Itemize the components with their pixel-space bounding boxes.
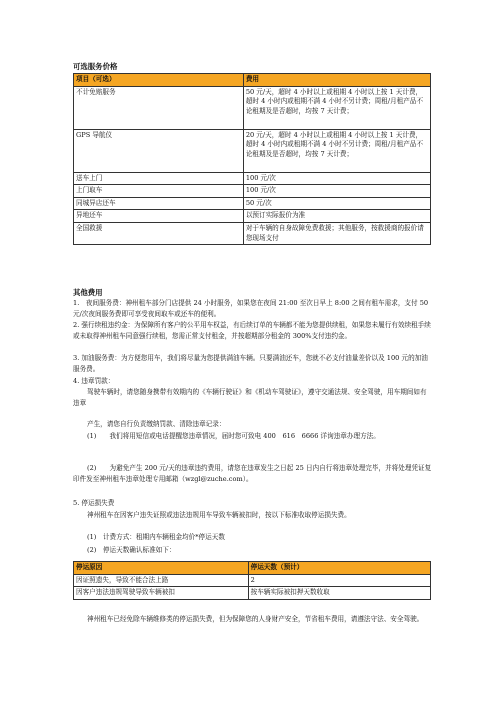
table-row — [74, 222, 431, 244]
row-days: 按车辆实际被扣押天数收取 — [248, 587, 430, 600]
stop-loss-table — [73, 561, 431, 600]
table-row — [74, 197, 431, 210]
row-fee: 对于车辆的自身故障免费救援；其他服务，按救援商的报价请您现场支付 — [243, 222, 430, 244]
paragraph-violation-deadline: (2) 为避免产生 200 元/天的违章违约费用，请您在违章发生之日起 25 日内自行将违章处理完毕，并将处理凭证复印件发至神州租车违章处理专用邮箱（wzgl@zuche.com）。 — [73, 464, 432, 483]
paragraph-fuel-service: 3. 加油服务费：为方便您用车，我们将尽量为您提供满油车辆。只要满油还车，您就不必支付油量差价以及 100 元的加油服务费。 — [73, 354, 428, 373]
table-header-row — [74, 562, 431, 575]
table-row — [74, 86, 431, 129]
row-item: 全国救援 — [74, 222, 244, 244]
header-fee: 费用 — [243, 74, 430, 87]
paragraph-night-service: 1. 夜间服务费：神州租车部分门店提供 24 小时服务，如果您在夜间 21:00 至次日早上 8:00 之间有租车需求，支付 50 元/次夜间服务费即可享受夜间取车或还车的便利。 — [73, 299, 429, 318]
paragraph-forced-renewal: 2. 强行续租违约金：为保障所有客户的公平用车权益，有后续订单的车辆都不能为您提供续租，如果您未履行有效续租手续或未取得神州租车同意强行续租，您需正常支付租金，并按超期部分租金的 300%支付违约金。 — [73, 321, 431, 340]
table-header-row — [74, 74, 431, 87]
header-days: 停运天数（预计） — [248, 562, 430, 575]
row-item: 上门取车 — [74, 185, 244, 198]
row-fee: 50 元/天，超时 4 小时以上或租期 4 小时以上按 1 天计费，超时 4 小时内或租期不满 4 小时不另计费；周租/月租产品不论租期及是否超时，均按 7 天计费； — [243, 86, 430, 129]
paragraph-violation-sms: (1) 我们将用短信或电话提醒您违章情况，届时您可致电 400 616 6666 详询违章办理方法。 — [87, 432, 380, 440]
row-fee: 以预订实际报价为准 — [243, 210, 430, 223]
header-reason: 停运原因 — [74, 562, 249, 575]
row-item: GPS 导航仪 — [74, 129, 244, 172]
table-row — [74, 172, 431, 185]
row-fee: 20 元/天，超时 4 小时以上或租期 4 小时以上按 1 天计费，超时 4 小时内或租期不满 4 小时不另计费；周租/月租产品不论租期及是否超时，均按 7 天计费； — [243, 129, 430, 172]
paragraph-stop-loss-heading: 5. 停运损失费 — [73, 499, 115, 507]
paragraph-stop-days-standard: (2) 停运天数确认标准如下： — [87, 546, 176, 554]
table-row — [74, 129, 431, 172]
row-item: 异地还车 — [74, 210, 244, 223]
row-reason: 因证照遗失，导致不能合法上路 — [74, 574, 249, 587]
optional-services-table — [73, 73, 431, 245]
row-item: 同城异店还车 — [74, 197, 244, 210]
table-row — [74, 587, 431, 600]
table-row — [74, 210, 431, 223]
row-fee: 100 元/次 — [243, 185, 430, 198]
paragraph-violation-record: 产生，请您自行负责缴纳罚款、清除违章记录： — [87, 420, 226, 428]
table-row — [74, 185, 431, 198]
paragraph-stop-loss-intro: 神州租车在因客户违失证照或违法违规用车导致车辆被扣时，按以下标准收取停运损失费。 — [87, 511, 351, 519]
row-item: 送车上门 — [74, 172, 244, 185]
closing-paragraph: 神州租车已经免除车辆维修类的停运损失费，但为保障您的人身财产安全，节省租车费用，请遵法守法、安全驾驶。 — [87, 615, 424, 623]
table-row — [74, 574, 431, 587]
header-item: 项目（可选） — [74, 74, 244, 87]
optional-services-title: 可选服务价格 — [73, 62, 118, 71]
row-fee: 100 元/次 — [243, 172, 430, 185]
row-fee: 50 元/次 — [243, 197, 430, 210]
paragraph-billing-method: (1) 计费方式：租期内车辆租金均价*停运天数 — [87, 533, 225, 541]
paragraph-violation-notice: 驾驶车辆时，请您随身携带有效期内的《车辆行驶证》和《机动车驾驶证》，遵守交通法规、安全驾驶，用车期间如有违章 — [73, 388, 427, 407]
row-reason: 因客户违法违规驾驶导致车辆被扣 — [74, 587, 249, 600]
paragraph-violation-heading: 4. 违章罚款： — [73, 377, 115, 385]
other-fees-title: 其他费用 — [73, 288, 103, 297]
row-days: 2 — [248, 574, 430, 587]
row-item: 不计免赔服务 — [74, 86, 244, 129]
